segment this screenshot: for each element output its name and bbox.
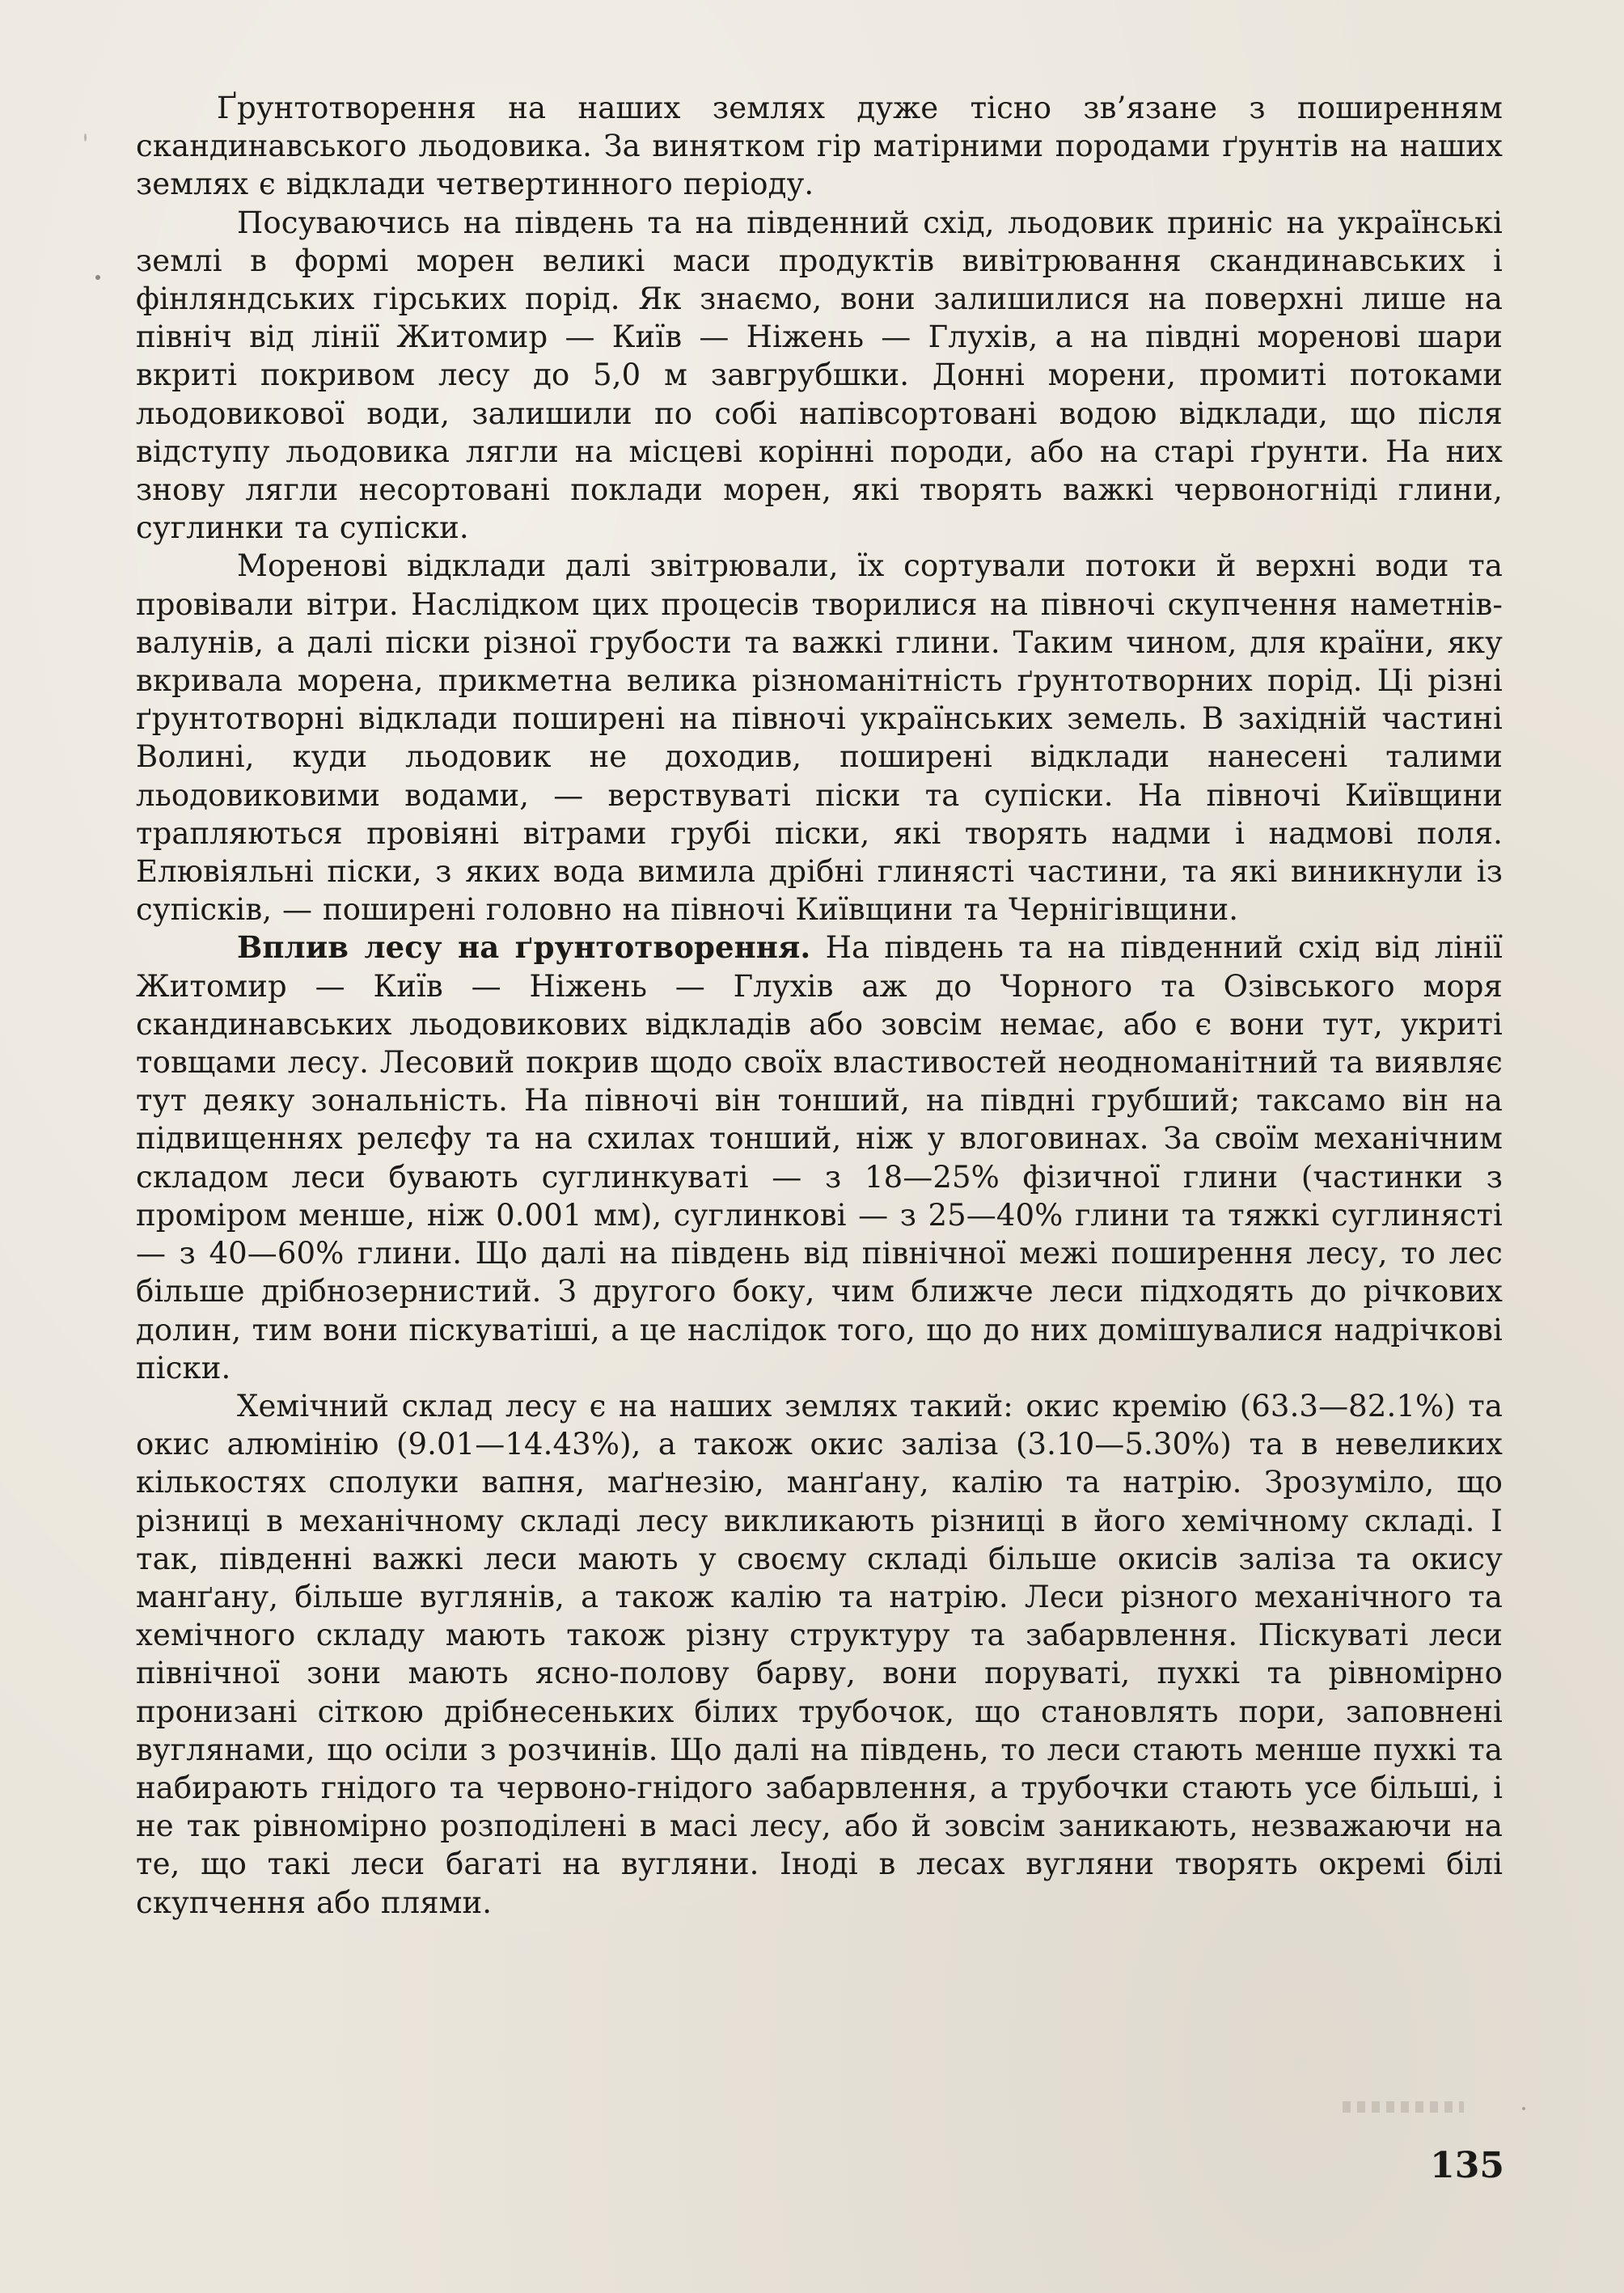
paragraph-loess-influence (136, 929, 1503, 1386)
scan-speck (95, 275, 100, 280)
paragraph-soil-formation-intro: Ґрунтотворення на наших землях дуже тісно зв’язане з поширенням скандинавського льодовика. За винятком гір матірними породами ґрунтів на наших землях є відклади четвертинного періоду. (136, 91, 1503, 202)
body-text (136, 89, 1503, 1922)
faint-show-through-mark (1343, 2101, 1464, 2113)
book-page (136, 89, 1503, 2240)
section-text-loess: На південь та на південний схід від лінії Житомир — Київ — Ніжень — Глухів аж до Чорного та Озівського моря скандинавських льодовикових відкладів або зовсім немає, або є вони тут, укриті товщами лесу. Лесовий покрив щодо своїх властивостей неодноманітний та виявляє тут деяку зональність. На півночі він тонший, на півдні грубший; таксамо він на підвищеннях релєфу та на схилах тонший, ніж у влоговинах. За своїм механічним складом леси бувають суглинкуваті — з 18—25% фізичної глини (частинки з проміром менше, ніж 0.001 мм), суглинкові — з 25—40% глини та тяжкі суглинясті — з 40—60% глини. Що далі на південь від північної межі поширення лесу, то лес більше дрібнозернистий. З другого боку, чим ближче леси підходять до річкових долин, тим вони піскуватіші, а це наслідок того, що до них домішувалися надрічкові піски. (136, 930, 1503, 1386)
paragraph-glacier-advance: Посуваючись на південь та на південний схід, льодовик приніс на українські землі в формі морен великі маси продуктів вивітрювання скандинавських і фінляндських гірських порід. Як знаємо, вони залишилися на поверхні лише на північ від лінії Житомир — Київ — Ніжень — Глухів, а на півдні моренові шари вкриті покривом лесу до 5,0 м завгрубшки. Донні морени, промиті потоками льодовикової води, залишили по собі напівсортовані водою відклади, що після відступу льодовика лягли на місцеві корінні породи, або на старі ґрунти. На них знову лягли несортовані поклади морен, які творять важкі червоногнідi глини, суглинки та супіски. (136, 205, 1503, 546)
paragraph-loess-chemistry: Хемічний склад лесу є на наших землях такий: окис кремію (63.3—82.1%) та окис алюмінію (9.01—14.43%), а також окис заліза (3.10—5.30%) та в невеликих кількостях сполуки вапня, маґнезію, манґану, калію та натрію. Зрозуміло, що різниці в механічному складі лесу викликають різниці в його хемічному складі. І так, південні важкі леси мають у своєму складі більше окисів заліза та окису манґану, більше вуглянів, а також калію та натрію. Леси різного механічного та хемічного складу мають також різну структуру та забарвлення. Піскуваті леси північної зони мають ясно-полову барву, вони поруваті, пухкі та рівномірно пронизані сіткою дрібнесеньких білих трубочок, що становлять пори, заповнені вуглянами, що осіли з розчинів. Що далі на південь, то леси стають менше пухкі та набирають гнідого та червоно-гнідого забарвлення, а трубочки стають усе більші, і не так рівномірно розподілені в масі лесу, або й зовсім заникають, незважаючи на те, що такі леси багаті на вугляни. Іноді в лесах вугляни творять окремі білі скупчення або плями. (136, 1388, 1503, 1920)
scan-speck (1522, 2107, 1525, 2110)
paragraph-moraine-deposits: Моренові відклади далі звітрювали, їх сортували потоки й верхні води та провівали вітри. Наслідком цих процесів творилися на півночі скупчення наметнів-валунів, а далі піски різної грубости та важкі глини. Таким чином, для країни, яку вкривала морена, прикметна велика різноманітність ґрунтотворних порід. Ці різні ґрунтотворні відклади поширені на півночі українських земель. В західній частині Волині, куди льодовик не доходив, поширені відклади нанесені талими льодовиковими водами, — верствуваті піски та супіски. На півночі Київщини трапляються провіяні вітрами грубі піски, які творять надми і надмові поля. Елювіяльні піски, з яких вода вимила дрібні глинясті частини, та які виникнули із супісків, — поширені головно на півночі Київщини та Чернігівщини. (136, 548, 1503, 928)
section-heading-loess: Вплив лесу на ґрунтотворення. (237, 929, 811, 966)
page-number: 135 (1430, 2145, 1504, 2186)
scan-speck (84, 133, 87, 142)
